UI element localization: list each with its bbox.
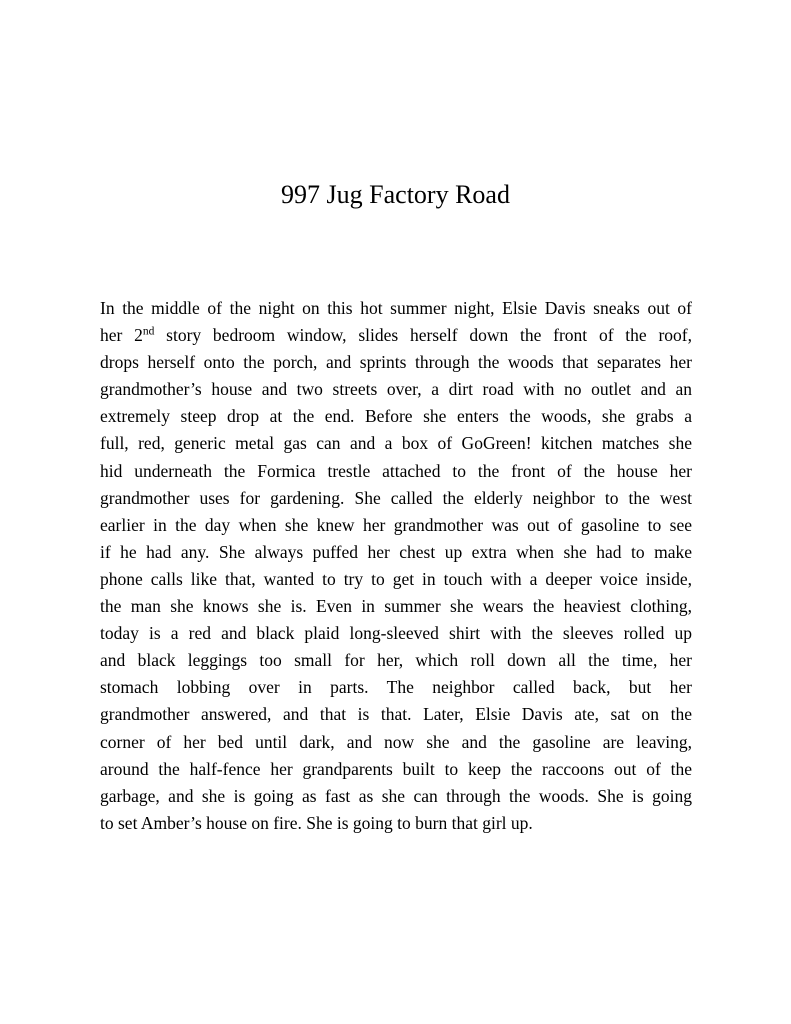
line-prefix: her 2 [100, 325, 143, 346]
ordinal-superscript: nd [142, 325, 155, 338]
story-paragraph [100, 295, 692, 837]
paragraph-line [100, 322, 692, 349]
paragraph-line: corner of her bed until dark, and now she and the gasoline are leaving, [100, 731, 692, 752]
paragraph-line: In the middle of the night on this hot summer night, Elsie Davis sneaks out of [100, 298, 692, 318]
paragraph-line: extremely steep drop at the end. Before she enters the woods, she grabs a [100, 406, 692, 427]
paragraph-line: and black leggings too small for her, which roll down all the time, her [100, 650, 692, 671]
paragraph-line: if he had any. She always puffed her chest up extra when she had to make [100, 541, 692, 562]
paragraph-line: garbage, and she is going as fast as she can through the woods. She is going [100, 785, 692, 806]
paragraph-line: full, red, generic metal gas can and a box of GoGreen! kitchen matches she [100, 433, 692, 454]
paragraph-line: drops herself onto the porch, and sprints through the woods that separates her [100, 352, 692, 373]
paragraph-line: grandmother uses for gardening. She called the elderly neighbor to the west [100, 487, 692, 508]
paragraph-line: today is a red and black plaid long-sleeved shirt with the sleeves rolled up [100, 623, 692, 644]
document-title: 997 Jug Factory Road [281, 180, 510, 209]
paragraph-line: earlier in the day when she knew her grandmother was out of gasoline to see [100, 514, 692, 535]
paragraph-line: hid underneath the Formica trestle attached to the front of the house her [100, 460, 692, 481]
paragraph-line: stomach lobbing over in parts. The neighbor called back, but her [100, 677, 692, 698]
paragraph-line: the man she knows she is. Even in summer she wears the heaviest clothing, [100, 596, 692, 617]
paragraph-line: phone calls like that, wanted to try to get in touch with a deeper voice inside, [100, 568, 692, 589]
paragraph-line: grandmother answered, and that is that. Later, Elsie Davis ate, sat on the [100, 704, 692, 725]
paragraph-line: grandmother’s house and two streets over, a dirt road with no outlet and an [100, 379, 692, 400]
paragraph-line: around the half-fence her grandparents built to keep the raccoons out of the [100, 758, 692, 779]
line-rest: story bedroom window, slides herself down the front of the roof, [166, 325, 692, 346]
paragraph-line: to set Amber’s house on fire. She is going to burn that girl up. [100, 812, 533, 833]
